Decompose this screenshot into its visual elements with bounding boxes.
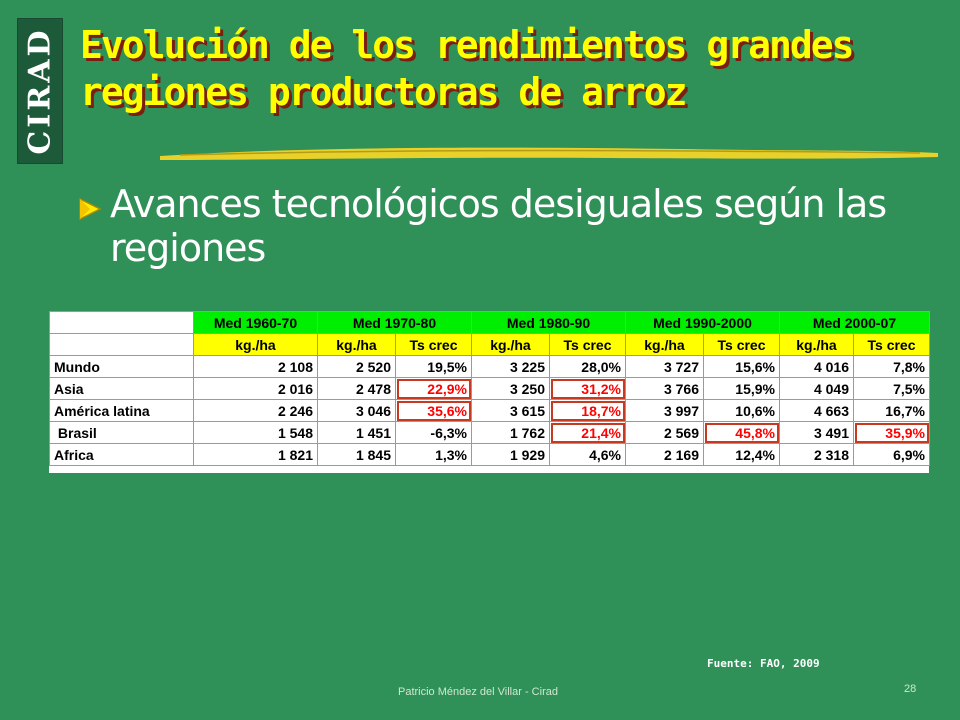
slide-title [80,22,950,116]
period-header-row [50,312,930,334]
highlighted-growth-cell: 18,7% [550,400,626,422]
highlighted-growth-cell: 31,2% [550,378,626,400]
bullet-point [78,182,938,270]
growth-cell: 16,7% [854,400,930,422]
highlighted-growth-cell: 21,4% [550,422,626,444]
period-header: Med 1970-80 [318,312,472,334]
arrow-bullet-icon [78,182,104,226]
title-line-1: Evolución de los rendimientos grandes [80,23,853,67]
region-cell: Mundo [50,356,194,378]
value-cell: 2 169 [626,444,704,466]
growth-cell: 19,5% [396,356,472,378]
unit-header: kg./ha [780,334,854,356]
table-row [50,422,930,444]
source-note: Fuente: FAO, 2009 [707,657,820,670]
region-cell: América latina [50,400,194,422]
unit-header: Ts crec [704,334,780,356]
highlighted-growth-cell: 35,6% [396,400,472,422]
unit-header-row [50,334,930,356]
value-cell: 1 845 [318,444,396,466]
corner-cell [50,334,194,356]
value-cell: 1 451 [318,422,396,444]
growth-cell: 7,8% [854,356,930,378]
unit-header: kg./ha [472,334,550,356]
growth-cell: 12,4% [704,444,780,466]
value-cell: 3 727 [626,356,704,378]
yield-table [49,311,930,466]
unit-header: kg./ha [318,334,396,356]
value-cell: 1 821 [194,444,318,466]
growth-cell: -6,3% [396,422,472,444]
period-header: Med 1960-70 [194,312,318,334]
growth-cell: 10,6% [704,400,780,422]
footer-author: Patricio Méndez del Villar - Cirad [398,686,558,698]
growth-cell: 4,6% [550,444,626,466]
highlighted-growth-cell: 45,8% [704,422,780,444]
corner-cell [50,312,194,334]
table-row [50,356,930,378]
value-cell: 2 246 [194,400,318,422]
value-cell: 3 615 [472,400,550,422]
table-row [50,378,930,400]
period-header: Med 1990-2000 [626,312,780,334]
value-cell: 2 016 [194,378,318,400]
highlighted-growth-cell: 35,9% [854,422,930,444]
value-cell: 3 225 [472,356,550,378]
bullet-text: Avances tecnológicos desiguales según las regiones [110,182,887,270]
table-row [50,400,930,422]
value-cell: 1 929 [472,444,550,466]
period-header: Med 1980-90 [472,312,626,334]
value-cell: 3 046 [318,400,396,422]
unit-header: kg./ha [626,334,704,356]
value-cell: 4 016 [780,356,854,378]
value-cell: 2 318 [780,444,854,466]
value-cell: 2 520 [318,356,396,378]
cirad-logo [17,18,63,164]
logo-text: CIRAD [22,27,58,155]
growth-cell: 15,9% [704,378,780,400]
region-cell: Asia [50,378,194,400]
title-underline [160,144,938,164]
value-cell: 3 766 [626,378,704,400]
value-cell: 2 569 [626,422,704,444]
unit-header: Ts crec [550,334,626,356]
region-cell: Africa [50,444,194,466]
growth-cell: 1,3% [396,444,472,466]
growth-cell: 28,0% [550,356,626,378]
period-header: Med 2000-07 [780,312,930,334]
value-cell: 3 250 [472,378,550,400]
value-cell: 3 997 [626,400,704,422]
growth-cell: 15,6% [704,356,780,378]
value-cell: 2 108 [194,356,318,378]
value-cell: 1 548 [194,422,318,444]
value-cell: 2 478 [318,378,396,400]
unit-header: kg./ha [194,334,318,356]
title-line-2: regiones productoras de arroz [80,70,686,114]
table-row [50,444,930,466]
yield-table-container [49,311,929,473]
unit-header: Ts crec [396,334,472,356]
value-cell: 1 762 [472,422,550,444]
page-number: 28 [904,683,917,695]
unit-header: Ts crec [854,334,930,356]
growth-cell: 7,5% [854,378,930,400]
region-cell: Brasil [50,422,194,444]
value-cell: 4 663 [780,400,854,422]
value-cell: 4 049 [780,378,854,400]
value-cell: 3 491 [780,422,854,444]
highlighted-growth-cell: 22,9% [396,378,472,400]
growth-cell: 6,9% [854,444,930,466]
